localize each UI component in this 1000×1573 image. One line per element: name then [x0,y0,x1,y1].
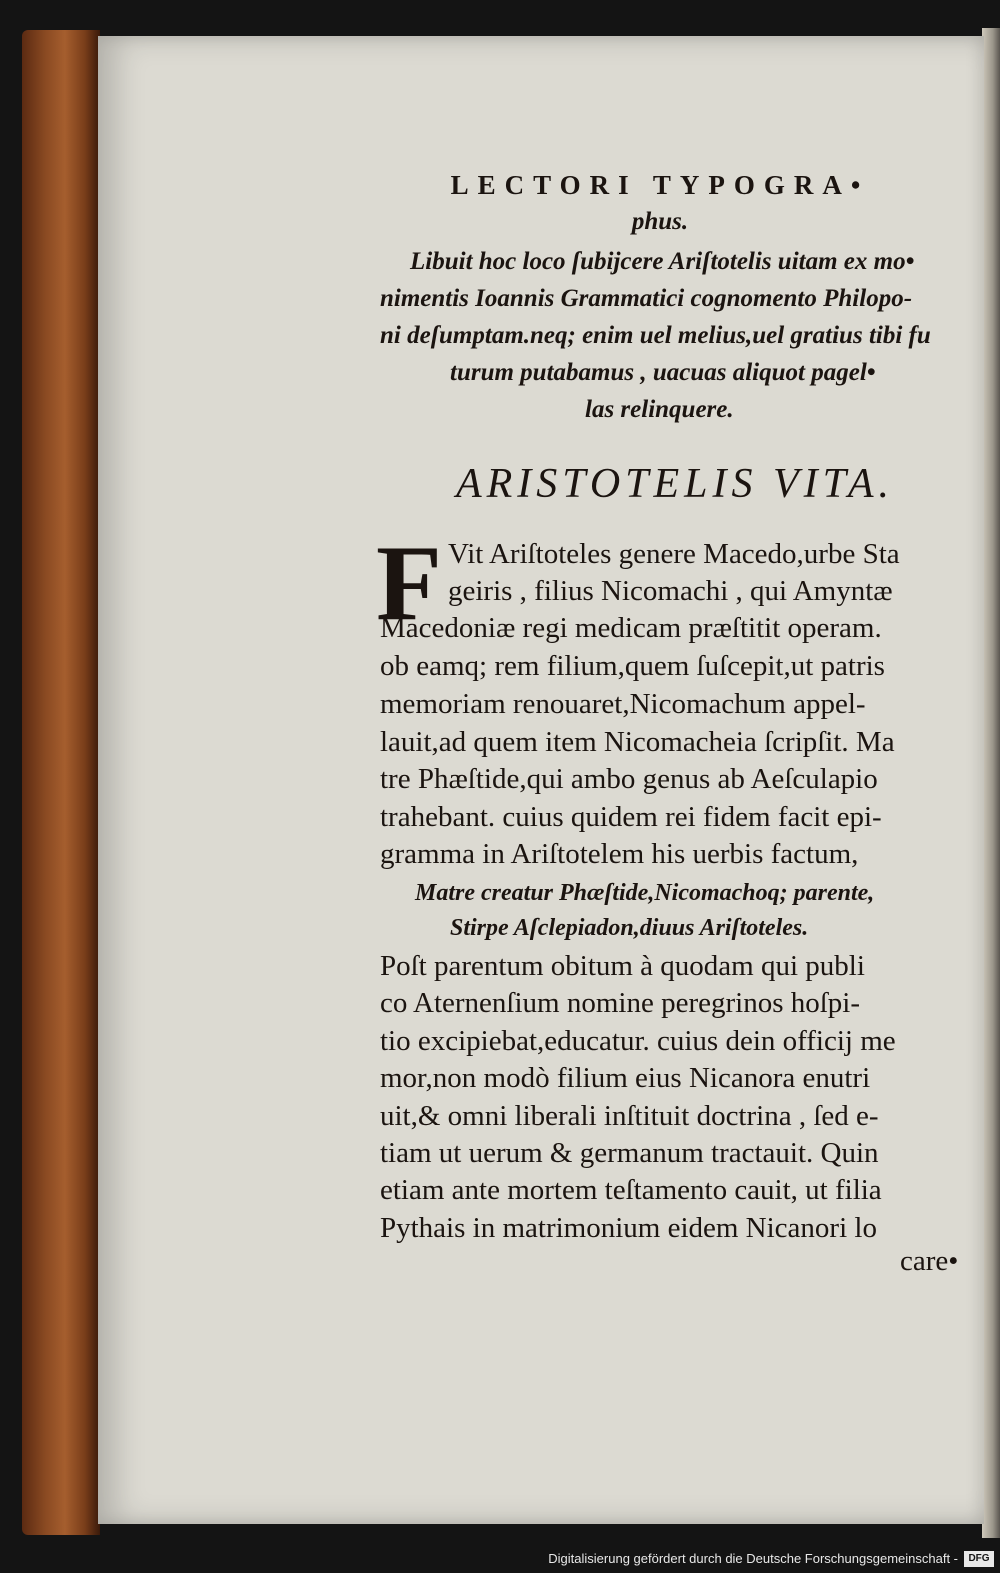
body-line-12: tio excipiebat,educatur. cuius dein officij me [380,1025,896,1057]
body-line-14: uit,& omni liberali inſtituit doctrina , ſed e- [380,1100,879,1132]
body-line-16: etiam ante mortem teſtamento cauit, ut filia [380,1174,882,1206]
preface-line-4: turum putabamus , uacuas aliquot pagel• [450,359,876,386]
verse-line-1: Matre creatur Phæſtide,Nicomachoq; parente, [415,880,875,906]
body-line-5: memoriam renouaret,Nicomachum appel- [380,688,866,720]
body-line-10: Poſt parentum obitum à quodam qui publi [380,950,865,982]
section-title: ARISTOTELIS VITA. [455,461,895,507]
footer-bar [0,1543,1000,1573]
body-line-2: geiris , filius Nicomachi , qui Amyntæ [448,575,893,607]
verse-line-2: Stirpe Aſclepiadon,diuus Ariſtoteles. [450,915,809,941]
preface-line-2: nimentis Ioannis Grammatici cognomento Philopo- [380,285,913,312]
book-edge-left [22,30,100,1535]
preface-line-3: ni deſumptam.neq; enim uel melius,uel gratius tibi fu [380,322,931,349]
body-line-4: ob eamq; rem filium,quem ſuſcepit,ut patris [380,650,885,682]
body-line-7: tre Phæſtide,qui ambo genus ab Aeſculapio [380,763,878,795]
drop-cap: F [376,524,442,643]
body-line-8: trahebant. cuius quidem rei fidem facit epi- [380,801,882,833]
body-line-17: Pythais in matrimonium eidem Nicanori lo [380,1212,877,1244]
footer-credit: Digitalisierung gefördert durch die Deutsche Forschungsgemeinschaft - [548,1551,958,1566]
preface-line-5: las relinquere. [585,396,734,423]
preface-line-1: Libuit hoc loco ſubijcere Ariſtotelis uitam ex mo• [410,248,915,275]
body-line-1: Vit Ariſtoteles genere Macedo,urbe Sta [448,538,900,570]
body-line-15: tiam ut uerum & germanum tractauit. Quin [380,1137,879,1169]
dfg-logo-icon: DFG [964,1551,994,1567]
body-line-11: co Aternenſium nomine peregrinos hoſpi- [380,987,861,1019]
catchword: care• [900,1245,959,1277]
body-line-9: gramma in Ariſtotelem his uerbis factum, [380,838,859,870]
page-header: LECTORI TYPOGRA• [450,170,870,200]
body-line-6: lauit,ad quem item Nicomacheia ſcripſit. Ma [380,726,895,758]
page-header-sub: phus. [631,208,689,235]
body-line-3: Macedoniæ regi medicam præſtitit operam. [380,612,882,644]
body-line-13: mor,non modò filium eius Nicanora enutri [380,1062,871,1094]
